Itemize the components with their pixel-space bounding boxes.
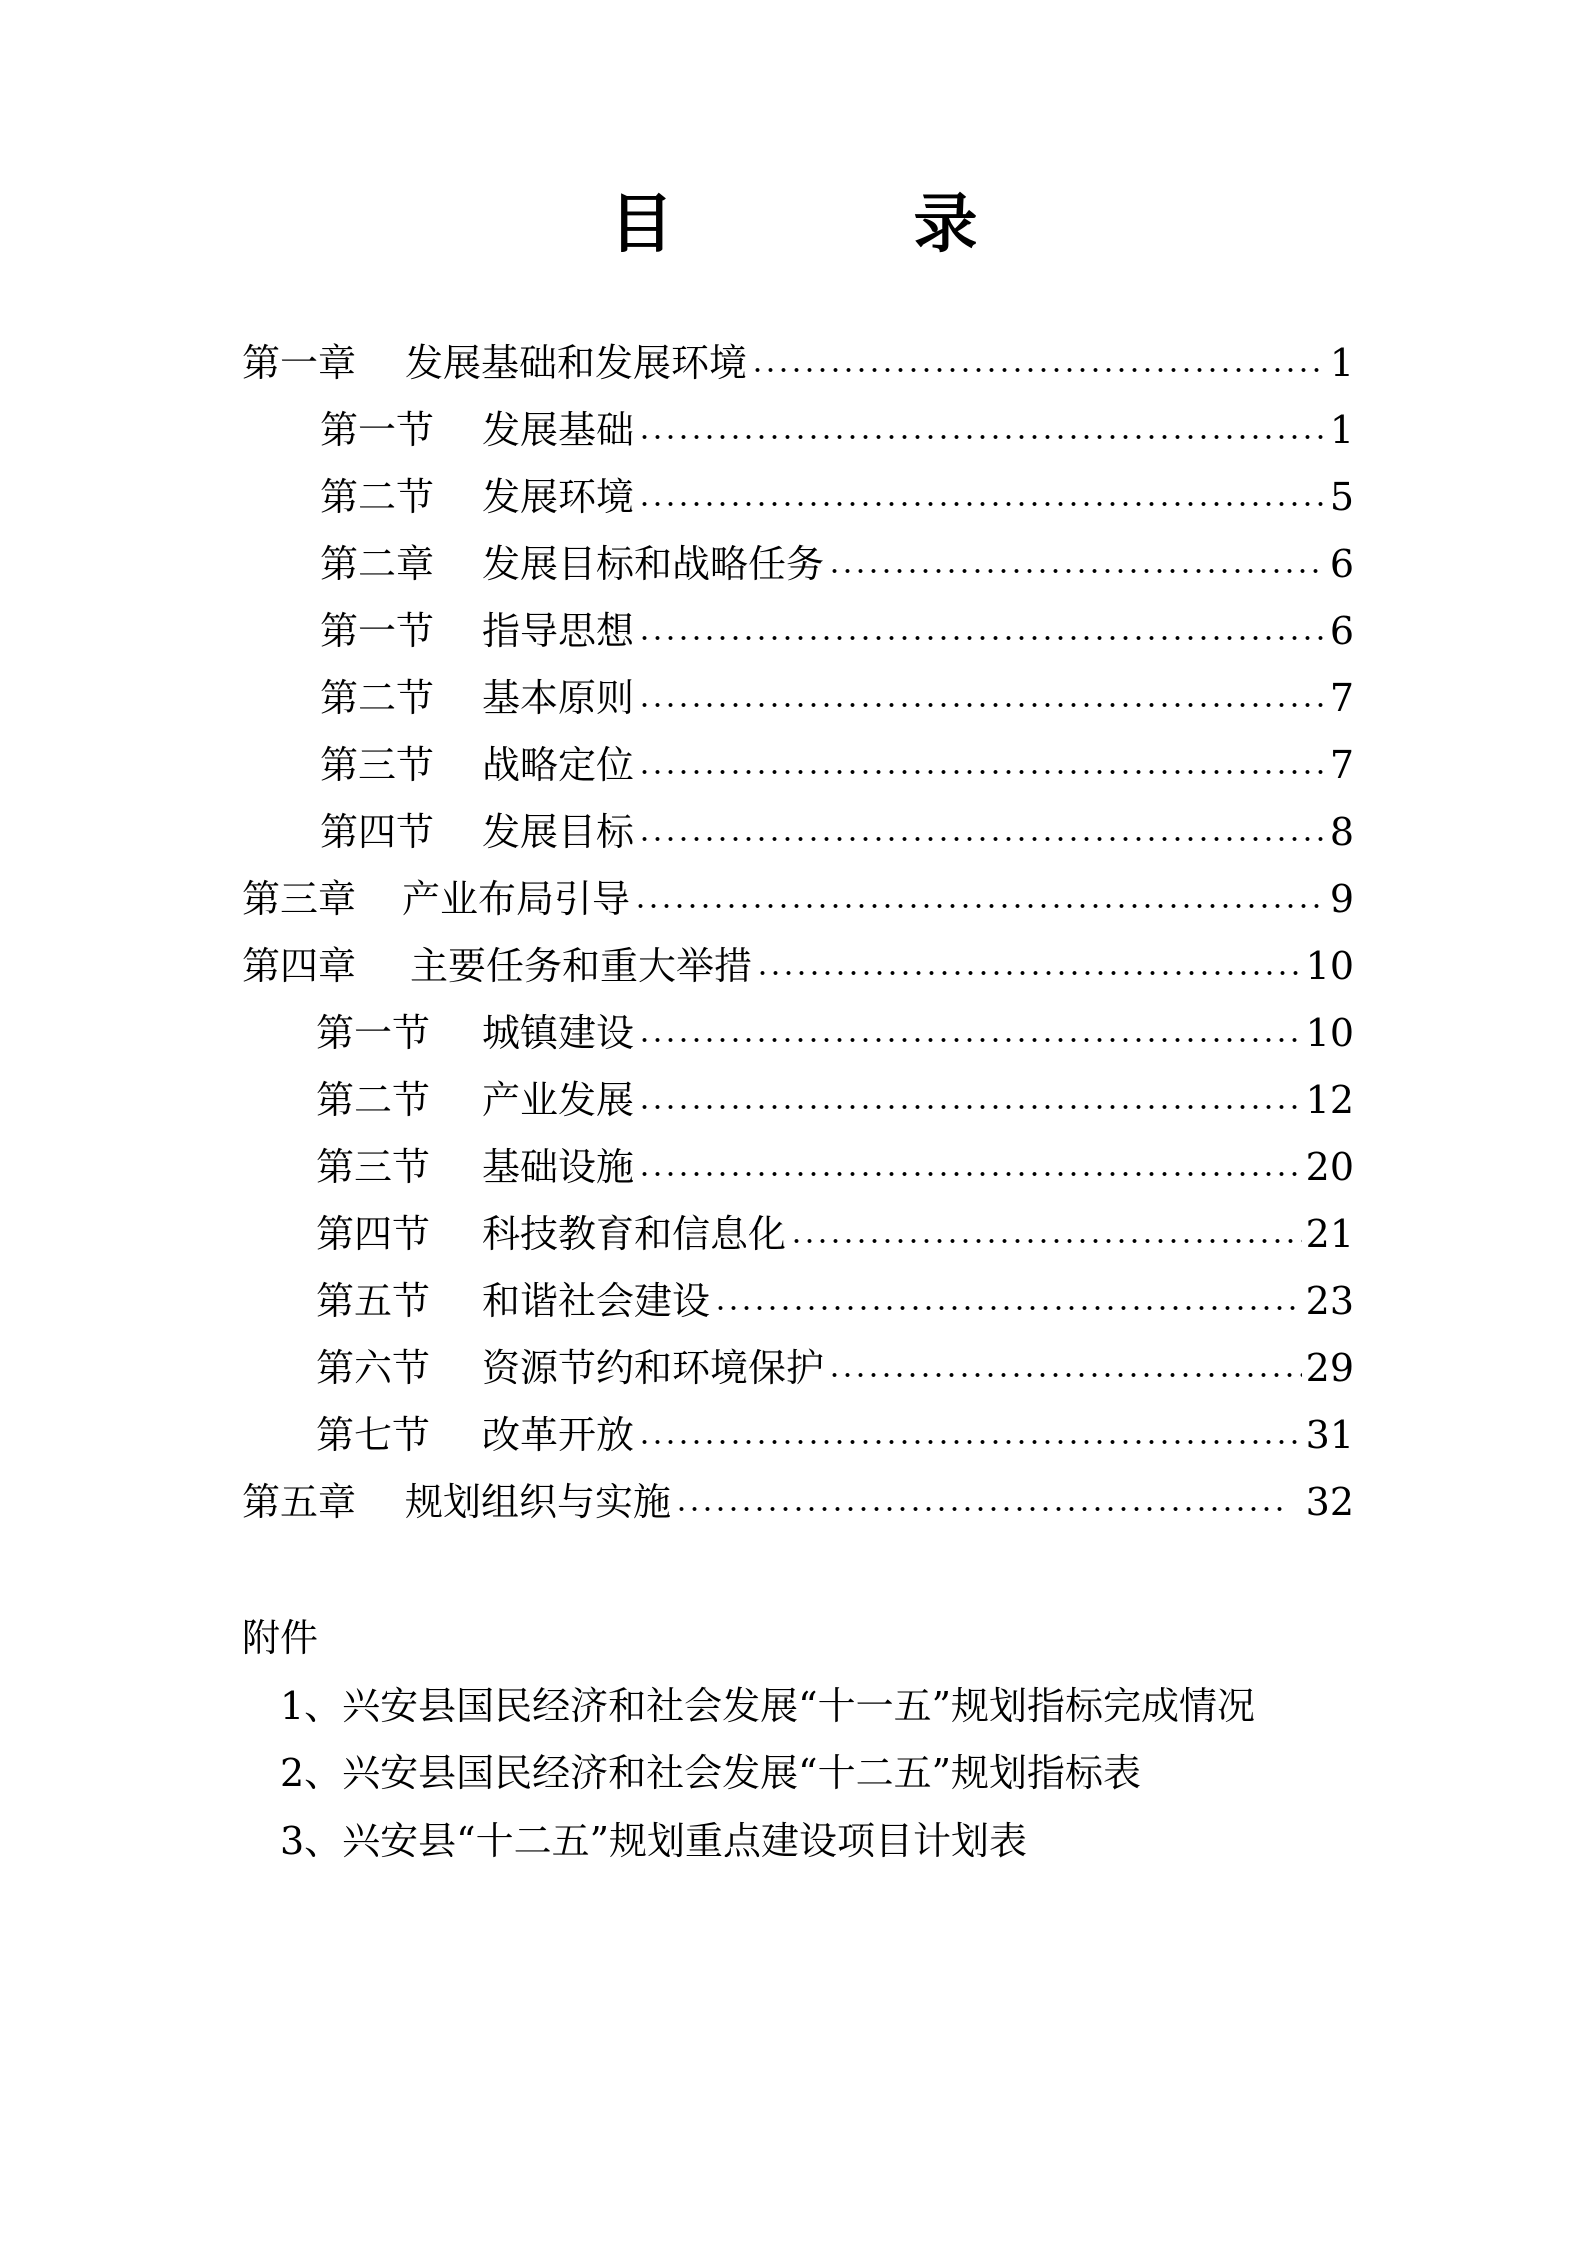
toc-entry-label: 第二节 (316, 1078, 431, 1122)
toc-entry-title: 发展环境 (482, 475, 635, 519)
appendix-item[interactable]: 1、兴安县国民经济和社会发展“十一五”规划指标完成情况 (280, 1684, 1256, 1728)
dot-leader (638, 701, 1326, 709)
toc-entry-title: 城镇建设 (482, 1011, 635, 1055)
toc-entry-label: 第四章 (242, 944, 357, 988)
dot-leader (756, 969, 1302, 977)
toc-entry[interactable] (242, 1469, 1354, 1535)
dot-leader (790, 1237, 1302, 1245)
dot-leader (638, 1438, 1302, 1446)
toc-entry[interactable] (320, 397, 1354, 463)
toc-entry-label: 第五节 (316, 1279, 431, 1323)
toc-entry-title: 主要任务和重大举措 (410, 944, 753, 988)
toc-entry-title: 基础设施 (482, 1145, 635, 1189)
toc-entry-label: 第二节 (320, 475, 435, 519)
dot-leader (828, 1371, 1302, 1379)
toc-entry-label: 第一章 (242, 341, 357, 385)
toc-entry-title: 改革开放 (482, 1413, 635, 1457)
dot-leader (638, 768, 1326, 776)
toc-entry-title: 科技教育和信息化 (482, 1212, 787, 1256)
toc-entry[interactable] (320, 464, 1354, 530)
toc-entry-label: 第四节 (320, 810, 435, 854)
dot-leader (828, 567, 1326, 575)
toc-entry-page: 12 (1305, 1078, 1354, 1122)
toc-entry[interactable] (316, 1067, 1354, 1133)
dot-leader (638, 1103, 1302, 1111)
dot-leader (638, 634, 1326, 642)
toc-entry-title: 发展基础 (482, 408, 635, 452)
toc-entry-title: 发展目标和战略任务 (482, 542, 825, 586)
toc-entry-page: 23 (1305, 1279, 1354, 1323)
dot-leader (638, 433, 1326, 441)
page-title: 目 录 (609, 188, 1066, 262)
toc-entry-label: 第一节 (320, 408, 435, 452)
toc-entry-page: 7 (1329, 676, 1354, 720)
toc-entry-label: 第四节 (316, 1212, 431, 1256)
dot-leader (751, 366, 1326, 374)
toc-entry-label: 第二章 (320, 542, 435, 586)
toc-entry-page: 6 (1329, 542, 1354, 586)
toc-entry-title: 规划组织与实施 (405, 1480, 672, 1524)
toc-entry[interactable] (316, 1402, 1354, 1468)
toc-entry[interactable] (320, 598, 1354, 664)
toc-entry-title: 指导思想 (482, 609, 635, 653)
toc-entry-page: 1 (1329, 341, 1354, 385)
toc-entry[interactable] (316, 1335, 1354, 1401)
toc-entry[interactable] (242, 933, 1354, 999)
toc-entry-page: 21 (1305, 1212, 1354, 1256)
toc-entry-label: 第三节 (320, 743, 435, 787)
toc-entry[interactable] (320, 531, 1354, 597)
toc-entry-page: 29 (1305, 1346, 1354, 1390)
toc-entry-page: 1 (1329, 408, 1354, 452)
toc-entry[interactable] (316, 1000, 1354, 1066)
toc-entry-title: 产业布局引导 (402, 877, 631, 921)
toc-entry-title: 和谐社会建设 (482, 1279, 711, 1323)
dot-leader (638, 1036, 1302, 1044)
toc-entry[interactable] (320, 732, 1354, 798)
toc-entry-page: 6 (1329, 609, 1354, 653)
toc-entry-label: 第一节 (316, 1011, 431, 1055)
dot-leader (675, 1505, 1288, 1513)
toc-entry-title: 产业发展 (482, 1078, 635, 1122)
toc-entry-label: 第一节 (320, 609, 435, 653)
dot-leader (634, 902, 1326, 910)
toc-entry-page: 7 (1329, 743, 1354, 787)
toc-entry-page: 20 (1305, 1145, 1354, 1189)
toc-entry[interactable] (320, 799, 1354, 865)
toc-entry-title: 战略定位 (482, 743, 635, 787)
toc-entry-page: 10 (1305, 1011, 1354, 1055)
toc-entry[interactable] (316, 1268, 1354, 1334)
dot-leader (714, 1304, 1302, 1312)
toc-entry-title: 发展目标 (482, 810, 635, 854)
toc-entry-label: 第六节 (316, 1346, 431, 1390)
toc-entry-page: 31 (1305, 1413, 1354, 1457)
toc-entry[interactable] (242, 866, 1354, 932)
toc-entry-title: 资源节约和环境保护 (482, 1346, 825, 1390)
dot-leader (638, 1170, 1302, 1178)
toc-entry-label: 第三章 (242, 877, 357, 921)
toc-entry-label: 第七节 (316, 1413, 431, 1457)
toc-entry-title: 基本原则 (482, 676, 635, 720)
toc-entry[interactable] (316, 1201, 1354, 1267)
toc-entry-page: 5 (1329, 475, 1354, 519)
toc-entry-page: 32 (1305, 1480, 1354, 1524)
toc-entry-label: 第三节 (316, 1145, 431, 1189)
toc-entry[interactable] (242, 330, 1354, 396)
toc-entry[interactable] (320, 665, 1354, 731)
toc-entry-page: 9 (1329, 877, 1354, 921)
toc-entry-label: 第五章 (242, 1480, 357, 1524)
dot-leader (638, 500, 1326, 508)
appendix-heading: 附件 (242, 1616, 319, 1660)
toc-entry-label: 第二节 (320, 676, 435, 720)
appendix-item[interactable]: 2、兴安县国民经济和社会发展“十二五”规划指标表 (280, 1751, 1142, 1795)
toc-entry-title: 发展基础和发展环境 (405, 341, 748, 385)
appendix-item[interactable]: 3、兴安县“十二五”规划重点建设项目计划表 (280, 1819, 1028, 1863)
dot-leader (638, 835, 1326, 843)
toc-entry-page: 8 (1329, 810, 1354, 854)
toc-entry[interactable] (316, 1134, 1354, 1200)
toc-entry-page: 10 (1305, 944, 1354, 988)
